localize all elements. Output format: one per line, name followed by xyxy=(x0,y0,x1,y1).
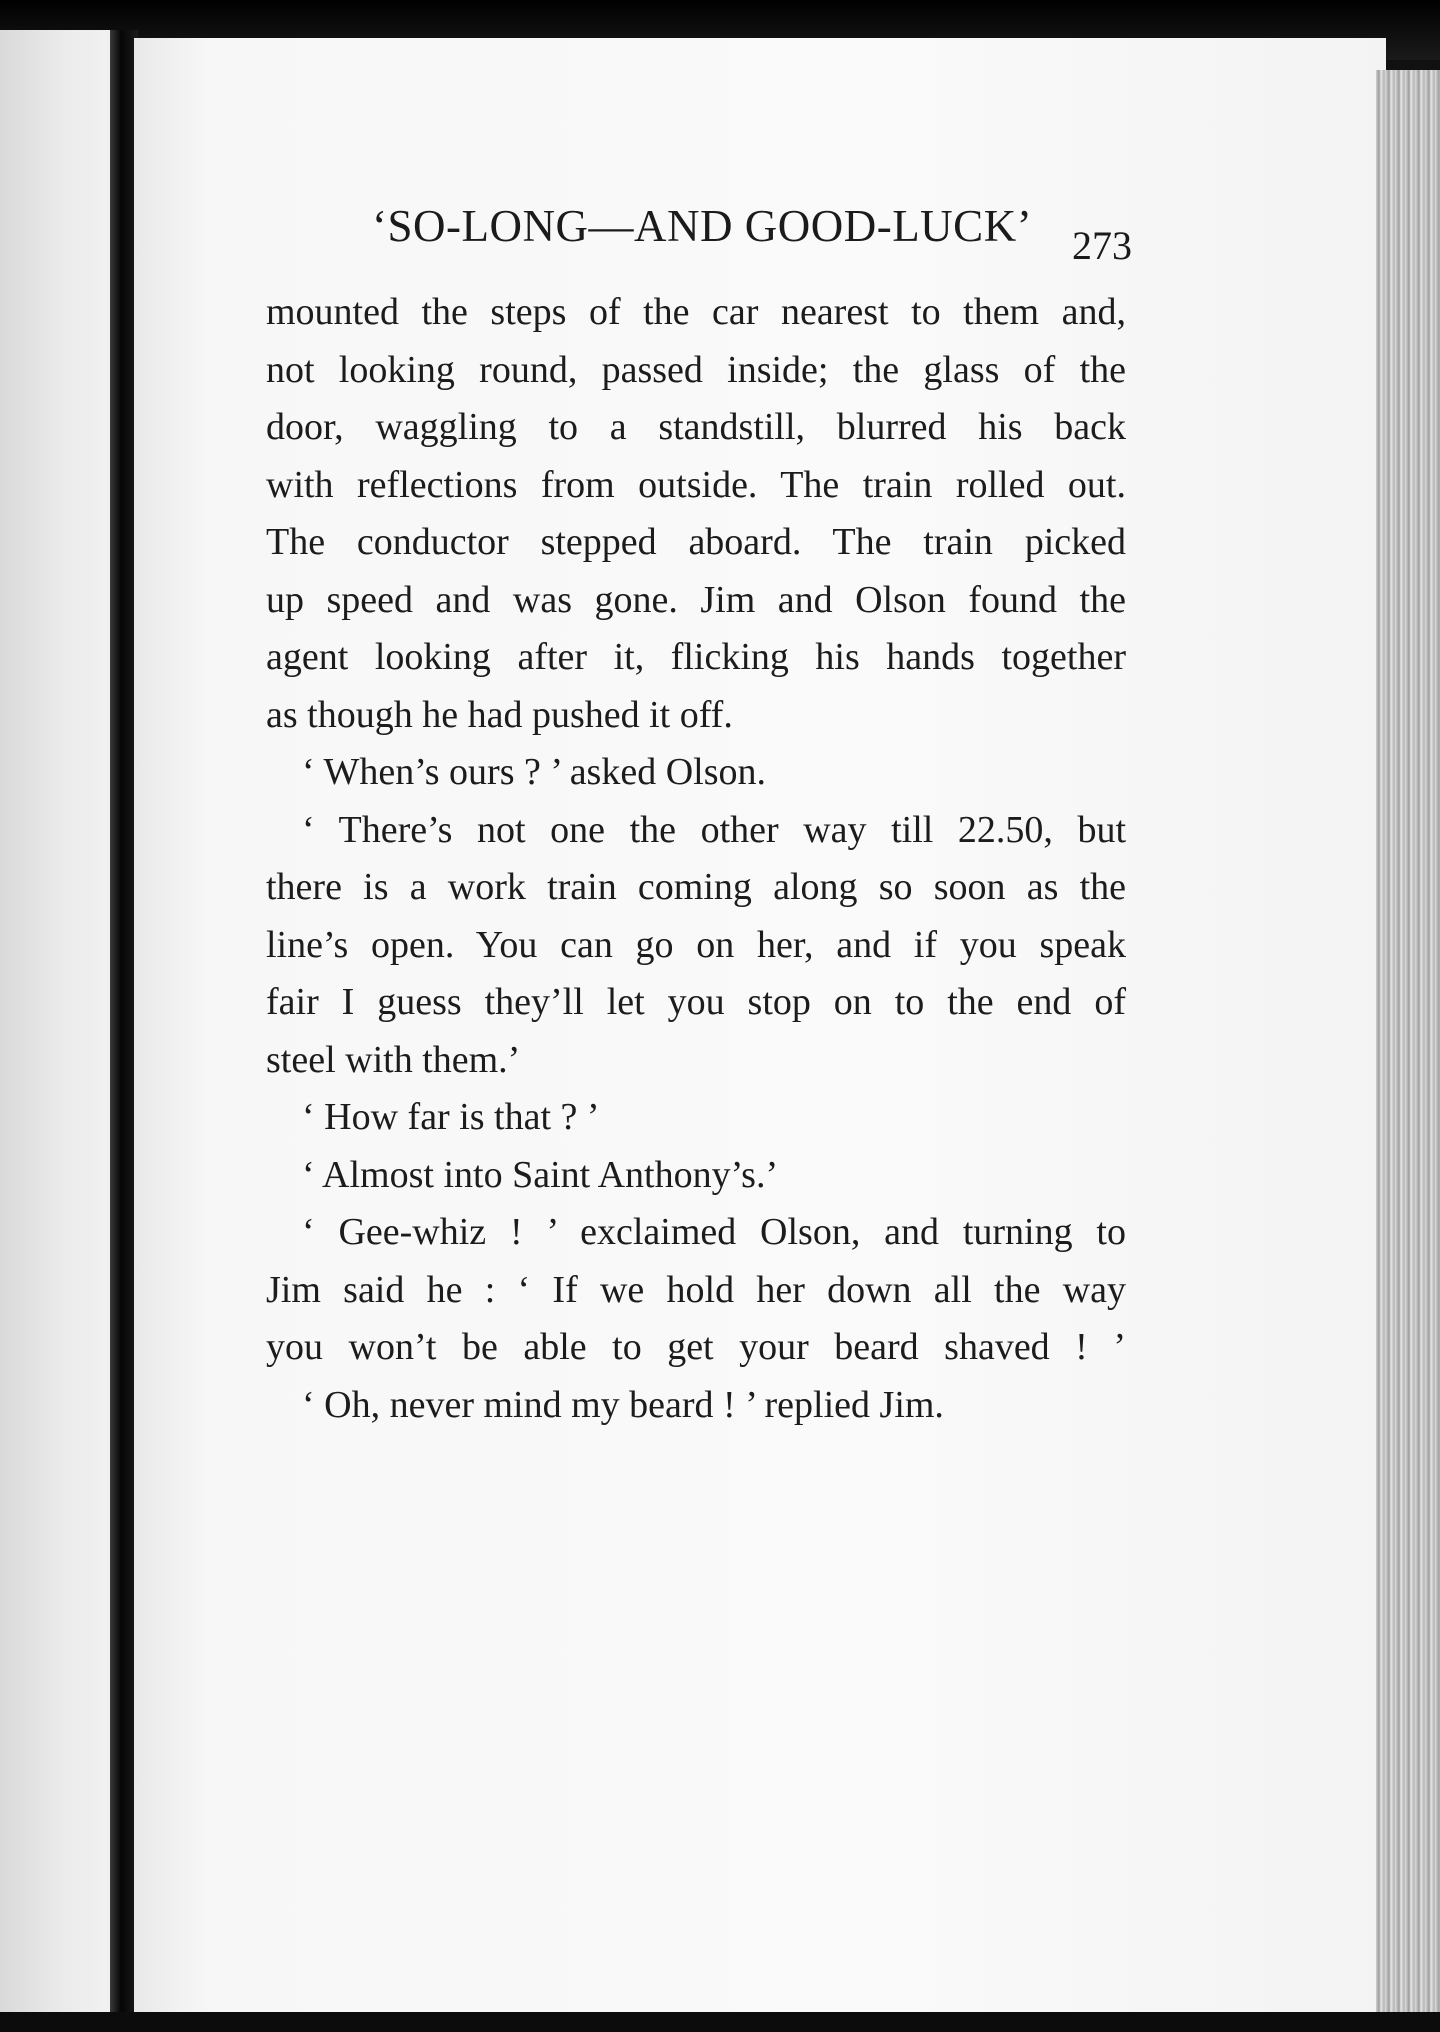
running-title: ‘SO-LONG—AND GOOD-LUCK’ xyxy=(372,201,1033,251)
text-line: ‘ How far is that ? ’ xyxy=(302,1096,600,1138)
body-text xyxy=(266,284,1126,1434)
text-line: fair I guess they’ll let you stop on to the end of xyxy=(266,981,1126,1023)
text-line: you won’t be able to get your beard shaved ! ’ xyxy=(266,1326,1126,1368)
text-line: up speed and was gone. Jim and Olson found the xyxy=(266,578,1126,621)
text-line: with reflections from outside. The train rolled out. xyxy=(266,463,1126,506)
text-line: there is a work train coming along so soon as the xyxy=(266,866,1126,908)
text-line: ‘ There’s not one the other way till 22.50, but xyxy=(302,808,1126,851)
page-edges xyxy=(1376,70,1440,2032)
facing-page-edge xyxy=(0,30,122,2015)
text-line: Jim said he : ‘ If we hold her down all the way xyxy=(266,1268,1126,1311)
text-line: The conductor stepped aboard. The train picked xyxy=(266,521,1126,563)
text-line: door, waggling to a standstill, blurred his back xyxy=(266,406,1126,448)
text-line: mounted the steps of the car nearest to them and, xyxy=(266,291,1126,333)
text-line: steel with them.’ xyxy=(266,1038,521,1081)
page-number: 273 xyxy=(1072,223,1132,268)
text-line: as though he had pushed it off. xyxy=(266,693,733,736)
text-line: agent looking after it, flicking his hands together xyxy=(266,636,1126,678)
text-line: line’s open. You can go on her, and if you speak xyxy=(266,923,1126,966)
text-line: ‘ When’s ours ? ’ asked Olson. xyxy=(302,751,766,793)
running-head xyxy=(372,200,1132,260)
text-line: ‘ Oh, never mind my beard ! ’ replied Jim. xyxy=(302,1383,944,1426)
text-line: not looking round, passed inside; the glass of the xyxy=(266,348,1126,391)
text-line: ‘ Almost into Saint Anthony’s.’ xyxy=(302,1153,779,1196)
scan-bottom-shadow xyxy=(0,2012,1440,2032)
text-line: ‘ Gee-whiz ! ’ exclaimed Olson, and turning to xyxy=(302,1211,1126,1253)
